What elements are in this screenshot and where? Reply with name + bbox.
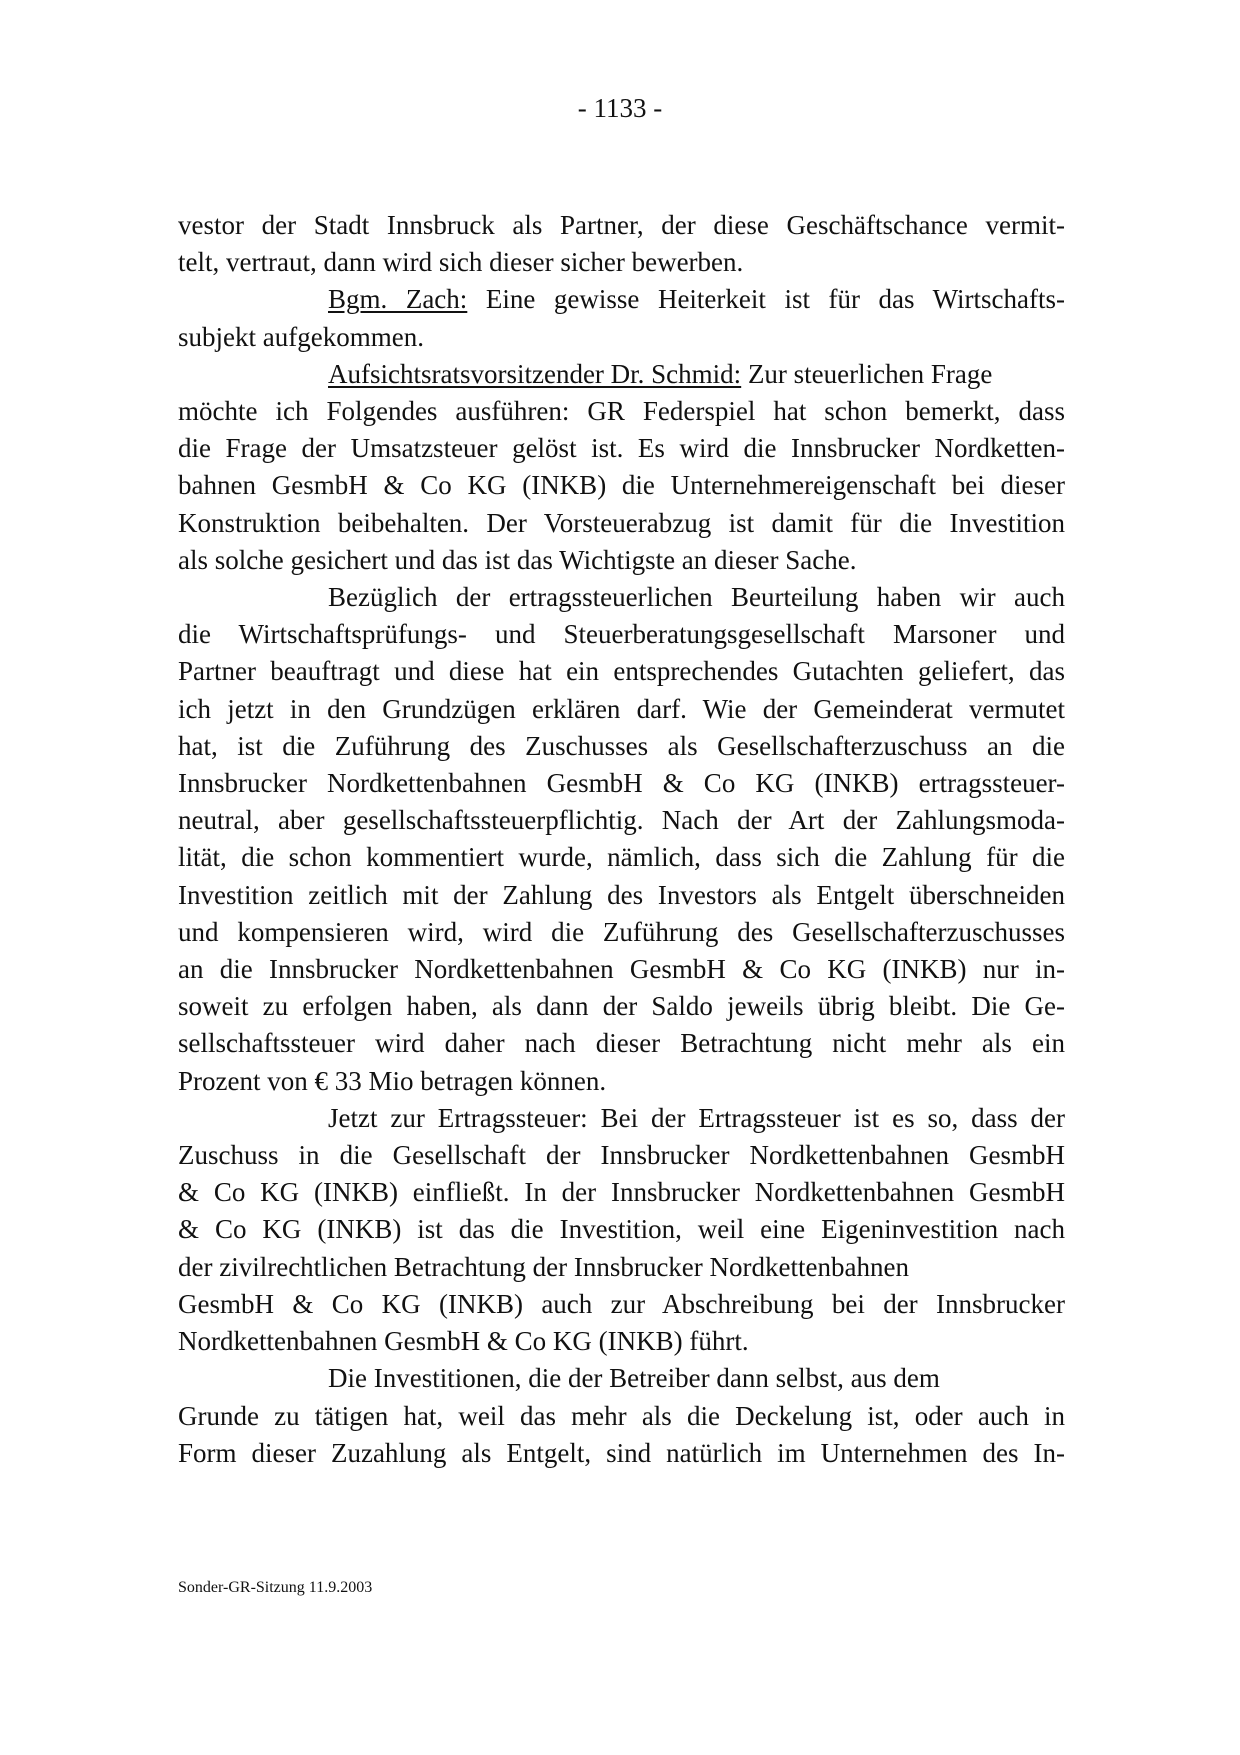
text-line: lität, die schon kommentiert wurde, nämlich, dass sich die Zahlung für die — [178, 842, 1065, 873]
text-line: Nordkettenbahnen GesmbH & Co KG (INKB) führt. — [178, 1326, 749, 1357]
text-line: Die Investitionen, die der Betreiber dann selbst, aus dem — [328, 1363, 940, 1394]
text-line: die Frage der Umsatzsteuer gelöst ist. Es wird die Innsbrucker Nordketten- — [178, 433, 1065, 464]
speaker-name: Aufsichtsratsvorsitzender Dr. Schmid: — [328, 358, 742, 389]
text-line: Partner beauftragt und diese hat ein entsprechendes Gutachten geliefert, das — [178, 656, 1065, 687]
text-line: sellschaftssteuer wird daher nach dieser Betrachtung nicht mehr als ein — [178, 1028, 1065, 1059]
text-line: Innsbrucker Nordkettenbahnen GesmbH & Co KG (INKB) ertragssteuer- — [178, 768, 1065, 799]
text-line: Bezüglich der ertragssteuerlichen Beurteilung haben wir auch — [328, 582, 1065, 613]
text-line: hat, ist die Zuführung des Zuschusses als Gesellschafterzuschuss an die — [178, 730, 1065, 761]
text-line: Grunde zu tätigen hat, weil das mehr als die Deckelung ist, oder auch in — [178, 1400, 1065, 1431]
text-line: subjekt aufgekommen. — [178, 321, 424, 352]
paragraph-3 — [178, 356, 1065, 579]
text-line: und kompensieren wird, wird die Zuführung des Gesellschafterzuschusses — [178, 916, 1065, 947]
text-line: möchte ich Folgendes ausführen: GR Federspiel hat schon bemerkt, dass — [178, 396, 1065, 427]
text-line: als solche gesichert und das ist das Wichtigste an dieser Sache. — [178, 544, 857, 575]
text-line: Investition zeitlich mit der Zahlung des Investors als Entgelt überschneiden — [178, 879, 1065, 910]
text-line: bahnen GesmbH & Co KG (INKB) die Unternehmereigenschaft bei dieser — [178, 470, 1065, 501]
text-line: soweit zu erfolgen haben, als dann der Saldo jeweils übrig bleibt. Die Ge- — [178, 991, 1065, 1022]
text-line: neutral, aber gesellschaftssteuerpflichtig. Nach der Art der Zahlungsmoda- — [178, 805, 1065, 836]
paragraph-6 — [178, 1360, 1065, 1472]
document-body — [178, 207, 1065, 1472]
speech-text: Eine gewisse Heiterkeit ist für das Wirtschafts- — [467, 284, 1065, 315]
paragraph-5 — [178, 1100, 1065, 1360]
text-line: Prozent von € 33 Mio betragen können. — [178, 1065, 607, 1096]
speech-text: Zur steuerlichen Frage — [741, 358, 993, 389]
text-line: die Wirtschaftsprüfungs- und Steuerberatungsgesellschaft Marsoner und — [178, 619, 1065, 650]
text-line — [178, 281, 1065, 318]
page-number: - 1133 - — [577, 93, 663, 123]
text-line: Zuschuss in die Gesellschaft der Innsbrucker Nordkettenbahnen GesmbH — [178, 1140, 1065, 1171]
speaker-name: Bgm. Zach: — [328, 284, 468, 315]
text-line — [178, 356, 1065, 393]
text-line: & Co KG (INKB) ist das die Investition, weil eine Eigeninvestition nach — [178, 1214, 1065, 1245]
text-line: ich jetzt in den Grundzügen erklären darf. Wie der Gemeinderat vermutet — [178, 693, 1065, 724]
text-line: & Co KG (INKB) einfließt. In der Innsbrucker Nordkettenbahnen GesmbH — [178, 1177, 1065, 1208]
text-line: der zivilrechtlichen Betrachtung der Innsbrucker Nordkettenbahnen — [178, 1251, 909, 1282]
text-line: an die Innsbrucker Nordkettenbahnen GesmbH & Co KG (INKB) nur in- — [178, 954, 1065, 985]
page-footer: Sonder-GR-Sitzung 11.9.2003 — [178, 1579, 373, 1596]
text-line: GesmbH & Co KG (INKB) auch zur Abschreibung bei der Innsbrucker — [178, 1288, 1065, 1319]
text-line: telt, vertraut, dann wird sich dieser sicher bewerben. — [178, 247, 744, 278]
text-line: vestor der Stadt Innsbruck als Partner, der diese Geschäftschance vermit- — [178, 210, 1065, 240]
paragraph-4 — [178, 579, 1065, 1100]
paragraph-2 — [178, 281, 1065, 355]
paragraph-1 — [178, 207, 1065, 281]
text-line: Jetzt zur Ertragssteuer: Bei der Ertragssteuer ist es so, dass der — [328, 1102, 1065, 1133]
text-line: Form dieser Zuzahlung als Entgelt, sind natürlich im Unternehmen des In- — [178, 1437, 1065, 1468]
text-line: Konstruktion beibehalten. Der Vorsteuerabzug ist damit für die Investition — [178, 507, 1065, 538]
